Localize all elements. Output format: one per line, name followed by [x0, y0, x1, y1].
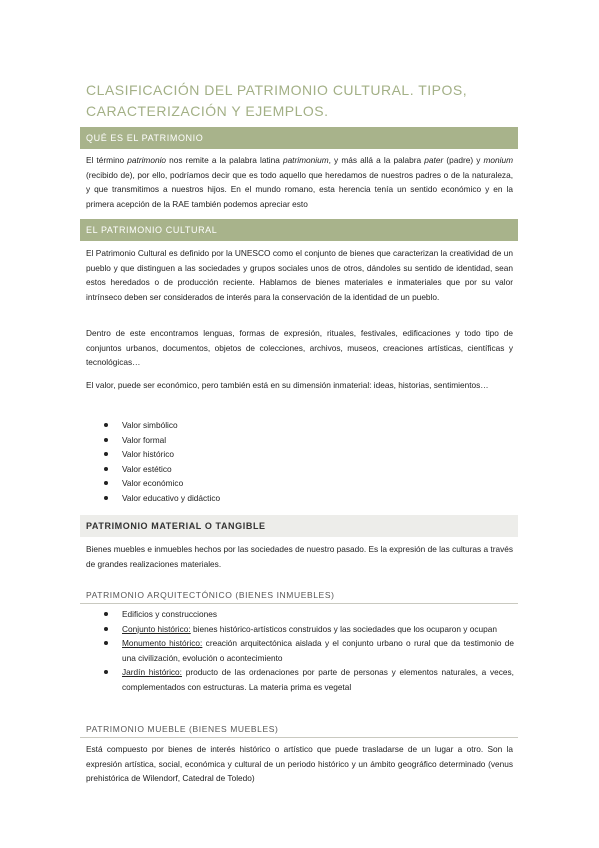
bullet-icon [104, 423, 108, 427]
values-list [104, 418, 514, 506]
list-item-label: Valor estético [122, 463, 172, 474]
text-span: , y más allá a la palabra [328, 155, 425, 165]
bullet-icon [104, 670, 108, 674]
document-title: CLASIFICACIÓN DEL PATRIMONIO CULTURAL. TIPOS, CARACTERIZACIÓN Y EJEMPLOS. [86, 82, 468, 119]
italic-term: monium [483, 155, 514, 165]
list-item-label: Valor educativo y didáctico [122, 492, 221, 503]
text-span: (recibido de), por ello, podríamos decir que es todo aquello que heredamos de nuestros padres o de la naturaleza, y que transmitimos a nuestros hijos. En el mundo romano, esta herencia tenía un sentido económico y en la primera acepción de la RAE también podemos apreciar esto [86, 169, 513, 209]
paragraph-contenido: Dentro de este encontramos lenguas, formas de expresión, rituales, festivales, edificaciones y todo tipo de conjuntos urbanos, documentos, objetos de colecciones, archivos, museos, creaciones artísticas, científicas y tecnológicas… [86, 328, 513, 368]
bullet-icon [104, 496, 108, 500]
text-span: nos remite a la palabra latina [166, 155, 283, 165]
term-label: Monumento histórico: [122, 638, 203, 649]
italic-term: pater [424, 155, 444, 165]
paragraph-material: Bienes muebles e inmuebles hechos por las sociedades de nuestro pasado. Es la expresión de las culturas a través de grandes realizaciones materiales. [86, 544, 513, 569]
paragraph-valor: El valor, puede ser económico, pero también está en su dimensión inmaterial: ideas, historias, sentimientos… [86, 380, 489, 390]
list-item-label: creación arquitectónica aislada y el conjunto urbano o rural que da testimonio de una civilización, evolución o acontecimiento [122, 638, 514, 663]
list-item [104, 447, 514, 462]
paragraph-que-es [86, 153, 513, 211]
list-item [104, 476, 514, 491]
list-item [104, 607, 514, 622]
term-label: Jardín histórico: [122, 667, 182, 678]
list-item [104, 636, 514, 665]
bullet-icon [104, 452, 108, 456]
text-span: El término [86, 155, 128, 165]
list-item [104, 462, 514, 477]
text-span: (padre) y [443, 155, 484, 165]
section-heading-material: PATRIMONIO MATERIAL O TANGIBLE [80, 515, 518, 537]
list-item [104, 418, 514, 433]
list-item [104, 665, 514, 694]
bullet-icon [104, 612, 108, 616]
list-item-label: Edificios y construcciones [122, 609, 217, 619]
list-item-label: Valor económico [122, 478, 184, 489]
list-item [104, 433, 514, 448]
term-label: Conjunto histórico: [122, 623, 191, 634]
list-item-label: bienes histórico-artísticos construidos y las sociedades que los ocuparon y ocupan [190, 623, 497, 634]
section-heading-que-es: QUÉ ES EL PATRIMONIO [80, 127, 518, 149]
paragraph-unesco: El Patrimonio Cultural es definido por la UNESCO como el conjunto de bienes que caracterizan la creatividad de un pueblo y que distinguen a las sociedades y grupos sociales unos de otros, dándoles su sentido de identidad, sean estos heredados o de producción reciente. Hablamos de bienes materiales e inmateriales que por su valor intrínseco deben ser considerados de interés para la conservación de la identidad de un pueblo. [86, 248, 513, 302]
list-item [104, 491, 514, 506]
list-item-label: Valor histórico [122, 449, 174, 460]
section-heading-patrimonio-cultural: EL PATRIMONIO CULTURAL [80, 219, 518, 241]
section-heading-arquitectonico: PATRIMONIO ARQUITECTÓNICO (BIENES INMUEBLES) [80, 590, 518, 604]
list-item [104, 622, 514, 637]
bullet-icon [104, 438, 108, 442]
bullet-icon [104, 467, 108, 471]
list-item-label: Valor simbólico [122, 420, 178, 430]
list-item-label: Valor formal [122, 434, 167, 445]
italic-term: patrimonio [127, 155, 167, 165]
list-item-label: producto de las ordenaciones por parte de personas y elementos naturales, a veces, complementados con estructuras. La materia prima es vegetal [122, 667, 514, 692]
arquitectonico-list [104, 607, 514, 695]
section-heading-mueble: PATRIMONIO MUEBLE (BIENES MUEBLES) [80, 724, 518, 738]
bullet-icon [104, 641, 108, 645]
paragraph-mueble: Está compuesto por bienes de interés histórico o artístico que puede trasladarse de un lugar a otro. Son la expresión artística, social, económica y cultural de un periodo histórico y un ámbito geográfico determinado (venus prehistórica de Wilendorf, Catedral de Toledo) [86, 744, 513, 784]
italic-term: patrimonium [282, 155, 329, 165]
bullet-icon [104, 481, 108, 485]
bullet-icon [104, 627, 108, 631]
